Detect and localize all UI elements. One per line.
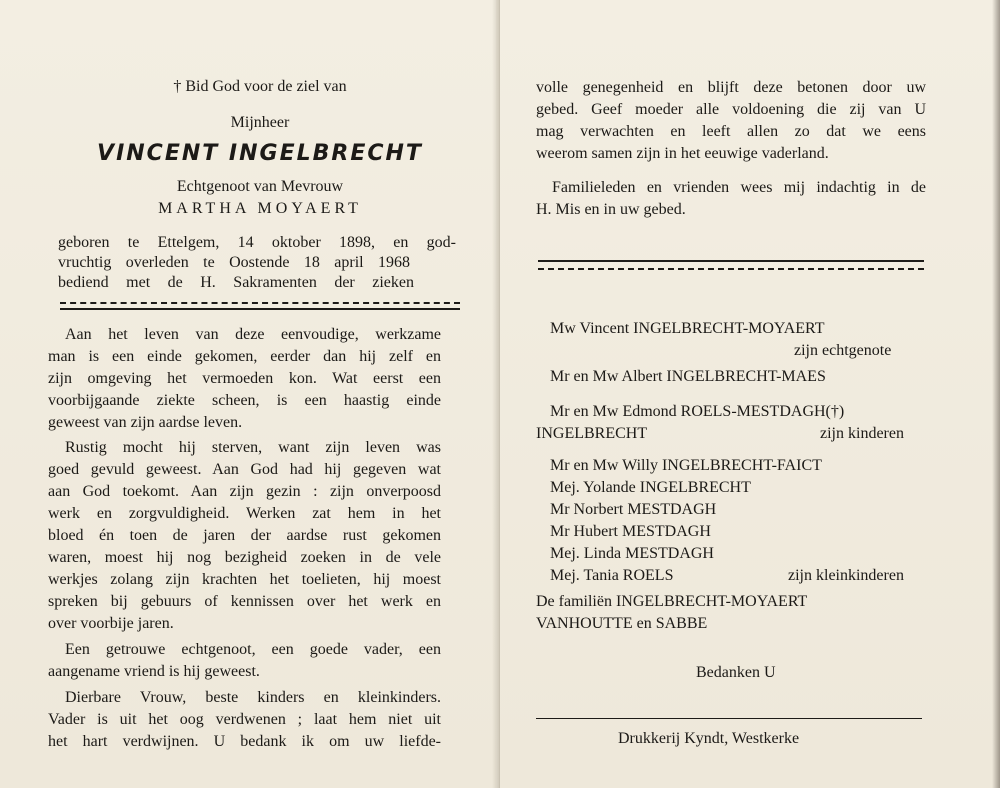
body-line: Rustig mocht hij sterven, want zijn leven was: [65, 439, 441, 456]
body-line: aangename vriend is hij geweest.: [48, 663, 260, 680]
family-line: De familiën INGELBRECHT-MOYAERT: [536, 593, 808, 610]
body-line: volle genegenheid en blijft deze betonen door uw: [536, 79, 926, 96]
family-role: zijn kleinkinderen: [788, 567, 904, 584]
body-line: zijn omgeving het vermoeden kon. Wat eerst een: [48, 370, 441, 387]
spouse-label: Echtgenoot van Mevrouw: [176, 178, 344, 195]
body-line: Familieleden en vrienden wees mij indachtig in de: [552, 179, 926, 196]
family-line: Mr Hubert MESTDAGH: [550, 523, 711, 540]
body-line: werk en zorgvuldigheid. Werken zat hem in het: [48, 505, 441, 522]
body-line: spreken bij gebuurs of kennissen over het werk en: [48, 593, 441, 610]
family-role: zijn kinderen: [820, 425, 904, 442]
body-line: Dierbare Vrouw, beste kinders en kleinkinders.: [65, 689, 441, 706]
page-edge-shadow: [992, 0, 1000, 788]
body-line: over voorbije jaren.: [48, 615, 174, 632]
body-line: H. Mis en in uw gebed.: [536, 201, 686, 218]
body-line: Vader is uit het oog verdwenen ; laat hem niet uit: [48, 711, 441, 728]
body-line: aan God toekomt. Aan zijn gezin : zijn onverpoosd: [48, 483, 441, 500]
details-line: vruchtig overleden te Oostende 18 april 1968: [58, 254, 410, 271]
body-line: man is een einde gekomen, eerder dan hij zelf en: [48, 348, 441, 365]
body-line: het hart verdwijnen. U bedank ik om uw liefde-: [48, 733, 441, 750]
thanks: Bedanken U: [696, 664, 776, 681]
deceased-name: VINCENT INGELBRECHT: [97, 141, 423, 166]
body-line: Een getrouwe echtgenoot, een goede vader, een: [65, 641, 441, 658]
body-line: werkjes zolang zijn krachten het toelieten, hij moest: [48, 571, 441, 588]
body-line: gebed. Geef moeder alle voldoening die zij van U: [536, 101, 926, 118]
body-line: goed gevuld geweest. Aan God had hij gegeven wat: [48, 461, 441, 478]
body-line: waren, moest hij nog bezigheid zoeken in de vele: [48, 549, 441, 566]
left-page: [0, 0, 496, 788]
divider: [60, 302, 460, 304]
family-line: Mr en Mw Edmond ROELS-MESTDAGH(†): [550, 403, 845, 420]
printer-credit: Drukkerij Kyndt, Westkerke: [618, 730, 800, 747]
family-line: Mej. Yolande INGELBRECHT: [550, 479, 751, 496]
divider: [536, 718, 922, 719]
body-line: bloed én toen de jaren der aardse rust gekomen: [48, 527, 441, 544]
spouse-name: MARTHA MOYAERT: [158, 200, 362, 217]
family-line: Mw Vincent INGELBRECHT-MOYAERT: [550, 320, 825, 337]
divider: [538, 268, 924, 270]
family-role: zijn echtgenote: [794, 342, 892, 359]
body-line: weerom samen zijn in het eeuwige vaderland.: [536, 145, 829, 162]
family-line: Mr Norbert MESTDAGH: [550, 501, 717, 518]
divider: [538, 260, 924, 262]
details-line: geboren te Ettelgem, 14 oktober 1898, en god-: [58, 234, 456, 251]
right-page: [500, 0, 1000, 788]
body-line: mag verwachten en leeft allen zo dat we eens: [536, 123, 926, 140]
details-line: bediend met de H. Sakramenten der zieken: [58, 274, 414, 291]
family-line: INGELBRECHT: [536, 425, 648, 442]
family-line: Mej. Linda MESTDAGH: [550, 545, 714, 562]
honorific: Mijnheer: [230, 114, 290, 131]
body-line: geweest van zijn aardse leven.: [48, 414, 243, 431]
family-line: Mr en Mw Albert INGELBRECHT-MAES: [550, 368, 826, 385]
family-line: VANHOUTTE en SABBE: [536, 615, 708, 632]
body-line: Aan het leven van deze eenvoudige, werkzame: [65, 326, 441, 343]
prayer-line: † Bid God voor de ziel van: [173, 78, 347, 95]
body-line: voorbijgaande ziekte scheen, is een haastig einde: [48, 392, 441, 409]
family-line: Mej. Tania ROELS: [550, 567, 674, 584]
divider: [60, 308, 460, 310]
family-line: Mr en Mw Willy INGELBRECHT-FAICT: [550, 457, 822, 474]
